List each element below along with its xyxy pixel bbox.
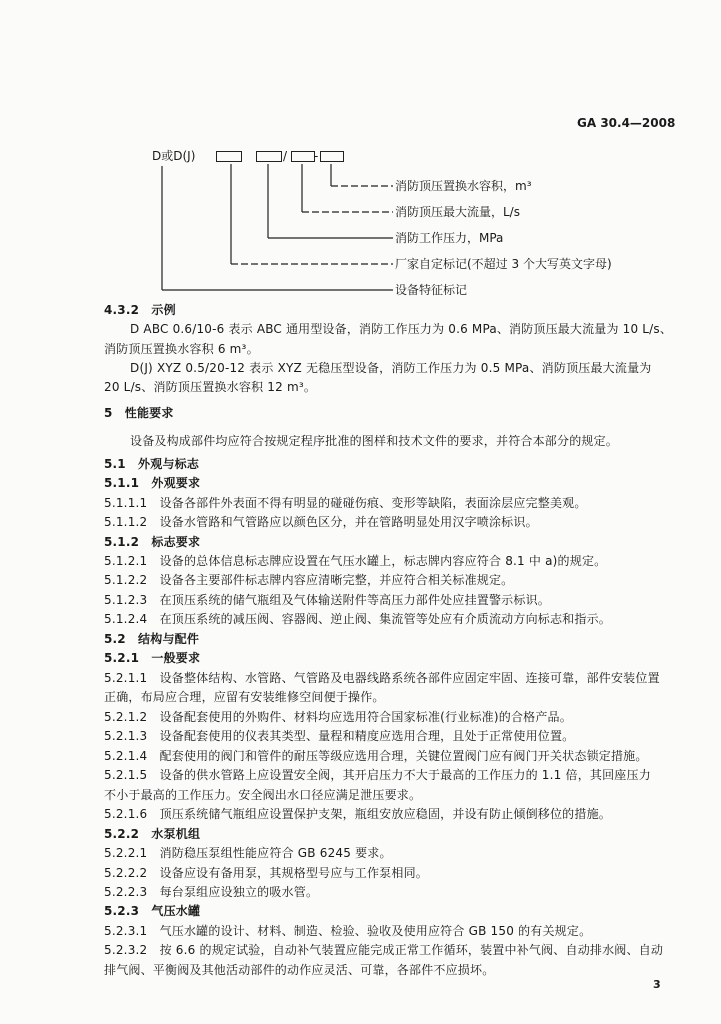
- clause-5-2-1-5-line-2: 不小于最高的工作压力。安全阀出水口径应满足泄压要求。: [104, 788, 422, 802]
- section-5-1-2-heading: 5.1.2 标志要求: [104, 535, 201, 549]
- section-5-2-heading: 5.2 结构与配件: [104, 632, 200, 646]
- example-1-line-1: D ABC 0.6/10-6 表示 ABC 通用型设备，消防工作压力为 0.6 MPa、消防顶压最大流量为 10 L/s、: [130, 322, 673, 336]
- clause-5-2-3-2-line-1: 5.2.3.2 按 6.6 的规定试验，自动补气装置应能完成正常工作循环，装置中补气阀、自动排水阀、自动: [104, 943, 664, 957]
- section-5-1-heading: 5.1 外观与标志: [104, 457, 200, 471]
- clause-5-1-1-2: 5.1.1.2 设备水管路和气管路应以颜色区分，并在管路明显处用汉字喷涂标识。: [104, 515, 538, 529]
- designation-dash: -: [314, 149, 319, 163]
- diagram-label-flow: 消防顶压最大流量，L/s: [395, 205, 520, 219]
- clause-5-2-2-1: 5.2.2.1 消防稳压泵组性能应符合 GB 6245 要求。: [104, 846, 392, 860]
- clause-5-1-1-1: 5.1.1.1 设备各部件外表面不得有明显的碰碰伤痕、变形等缺陷，表面涂层应完整美观。: [104, 496, 587, 510]
- section-5-1-1-heading: 5.1.1 外观要求: [104, 476, 201, 490]
- clause-5-2-2-3: 5.2.2.3 每台泵组应设独立的吸水管。: [104, 885, 319, 899]
- clause-5-2-1-1-line-2: 正确，布局应合理，应留有安装维修空间便于操作。: [104, 690, 385, 704]
- clause-5-2-1-4: 5.2.1.4 配套使用的阀门和管件的耐压等级应选用合理，关键位置阀门应有阀门开关状态锁定措施。: [104, 749, 648, 763]
- clause-5-2-1-1-line-1: 5.2.1.1 设备整体结构、水管路、气管路及电器线路系统各部件应固定牢固、连接可靠，部件安装位置: [104, 671, 660, 685]
- section-5-2-3-heading: 5.2.3 气压水罐: [104, 904, 201, 918]
- section-5-intro: 设备及构成部件均应符合按规定程序批准的图样和技术文件的要求，并符合本部分的规定。: [130, 434, 619, 448]
- designation-prefix: D或D(J): [152, 149, 196, 163]
- example-2-line-2: 20 L/s、消防顶压置换水容积 12 m³。: [104, 380, 317, 394]
- section-5-2-1-heading: 5.2.1 一般要求: [104, 651, 201, 665]
- designation-leader-lines: [0, 0, 721, 320]
- example-1-line-2: 消防顶压置换水容积 6 m³。: [104, 342, 259, 356]
- diagram-label-feature: 设备特征标记: [395, 283, 468, 297]
- clause-5-1-2-3: 5.1.2.3 在顶压系统的储气瓶组及气体输送附件等高压力部件处应挂置警示标识。: [104, 593, 550, 607]
- section-5-heading: 5 性能要求: [104, 406, 174, 420]
- clause-5-1-2-4: 5.1.2.4 在顶压系统的减压阀、容器阀、逆止阀、集流管等处应有介质流动方向标志和指示。: [104, 612, 611, 626]
- clause-5-2-2-2: 5.2.2.2 设备应设有备用泵，其规格型号应与工作泵相同。: [104, 866, 428, 880]
- designation-slash: /: [283, 149, 288, 163]
- page-number: 3: [653, 978, 661, 991]
- diagram-label-volume: 消防顶压置换水容积，m³: [395, 179, 532, 193]
- diagram-label-manufacturer: 厂家自定标记(不超过 3 个大写英文字母): [395, 257, 612, 271]
- clause-5-2-1-5-line-1: 5.2.1.5 设备的供水管路上应设置安全阀，其开启压力不大于最高的工作压力的 1.1 倍，其回座压力: [104, 768, 651, 782]
- standard-number: GA 30.4—2008: [577, 116, 676, 130]
- clause-5-1-2-1: 5.1.2.1 设备的总体信息标志牌应设置在气压水罐上，标志牌内容应符合 8.1 中 a)的规定。: [104, 554, 607, 568]
- diagram-label-pressure: 消防工作压力，MPa: [395, 231, 504, 245]
- example-2-line-1: D(J) XYZ 0.5/20-12 表示 XYZ 无稳压型设备，消防工作压力为 0.5 MPa、消防顶压最大流量为: [130, 361, 652, 375]
- clause-5-2-3-2-line-2: 排气阀、平衡阀及其他活动部件的动作应灵活、可靠，各部件不应损坏。: [104, 963, 495, 977]
- section-4-3-2-heading: 4.3.2 示例: [104, 303, 176, 317]
- clause-5-1-2-2: 5.1.2.2 设备各主要部件标志牌内容应清晰完整，并应符合相关标准规定。: [104, 573, 514, 587]
- clause-5-2-1-6: 5.2.1.6 顶压系统储气瓶组应设置保护支架，瓶组安放应稳固，并设有防止倾倒移位的措施。: [104, 807, 611, 821]
- clause-5-2-3-1: 5.2.3.1 气压水罐的设计、材料、制造、检验、验收及使用应符合 GB 150 的有关规定。: [104, 924, 592, 938]
- section-5-2-2-heading: 5.2.2 水泵机组: [104, 827, 201, 841]
- clause-5-2-1-3: 5.2.1.3 设备配套使用的仪表其类型、量程和精度应选用合理，且处于正常使用位置。: [104, 729, 575, 743]
- clause-5-2-1-2: 5.2.1.2 设备配套使用的外购件、材料均应选用符合国家标准(行业标准)的合格产品。: [104, 710, 572, 724]
